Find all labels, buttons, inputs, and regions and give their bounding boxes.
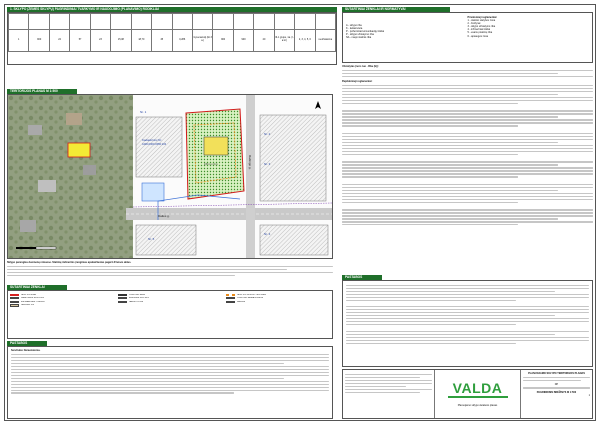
parameters-section: [7, 7, 337, 65]
list-item: P - sklypo užstatymo riba: [346, 33, 374, 37]
explication-header: SUTARTINIAI ŽENKLAI IR NORMATYVAI: [342, 7, 450, 12]
legend-label: SKLYPO RIBA: [21, 293, 37, 296]
site-plan-section: [7, 89, 333, 259]
company-block: [435, 370, 521, 418]
legend-swatch: [10, 294, 19, 296]
site-plan-frame: [7, 94, 333, 259]
col-header: [70, 14, 90, 30]
table-row: [9, 29, 336, 51]
legend-swatch: [10, 297, 19, 299]
project-title: PLANUOJAMO SKLYPO TERITORIJOS PLANAS: [528, 372, 585, 375]
legend-swatch: [226, 297, 235, 299]
col-header: [192, 14, 212, 30]
col-header: [9, 14, 29, 30]
legend-label: GRETIMAS SKLYPAS: [21, 297, 44, 300]
col-header: [254, 14, 274, 30]
legend-label: KELIAS: [237, 300, 246, 303]
street-name: Rabingo g.: [248, 155, 252, 170]
drawing-sheet: [4, 4, 596, 421]
explication-right-title: Privalomieji reglamentai:: [467, 16, 498, 19]
col-header: [295, 14, 315, 30]
list-item: 5 - esamų statinių riba: [467, 31, 493, 35]
col-header: [274, 14, 294, 30]
legend-header: SUTARTINIAI ŽENKLAI: [7, 285, 67, 290]
legend-swatch: [118, 294, 127, 296]
list-item: 4 - inžineriniai tinklai: [467, 28, 491, 32]
highlighted-plot: [68, 143, 90, 157]
list-item: 3 - sklypo užstatymo riba: [467, 25, 496, 29]
table-cell: 20: [254, 29, 274, 51]
legend-swatch: [226, 294, 235, 296]
plot-label: Nr. 5: [148, 237, 155, 241]
legend-item: [226, 300, 330, 304]
table-cell: 2, 3, 4, 5, 6: [295, 29, 315, 51]
site-plan-header: TERITORIJOS PLANAS M 1:500: [7, 89, 77, 94]
col-header: [152, 14, 172, 30]
table-cell: 900: [213, 29, 233, 51]
list-item: NA - naujo statinio riba: [346, 36, 372, 40]
col-header: [49, 14, 69, 30]
side-road: [246, 95, 255, 258]
explication-section: [342, 7, 593, 63]
col-header: [29, 14, 49, 30]
regulations-text: [342, 65, 593, 273]
parameters-header: 1. SKLYPO (ŽEMĖS SKLYPŲ) PAGRINDINIAI TVARKYMO IR NAUDOJIMO (PLANAVIMO) RODIKLIAI: [7, 7, 337, 12]
table-cell: 900: [29, 29, 49, 51]
table-cell: 900: [233, 29, 253, 51]
legend-item: [118, 300, 222, 304]
col-header: [213, 14, 233, 30]
building-dimension: 3,8 m x 3 m: [204, 163, 218, 166]
legend-item: [10, 304, 114, 308]
cadastral-number: 4400-0000-0050:103: [142, 143, 167, 146]
list-item: 6 - apsaugos zona: [467, 34, 489, 38]
legend-section: [7, 285, 333, 339]
explication-right-list: [468, 16, 590, 59]
legend-label: SERVITUTAS: [129, 300, 144, 303]
object-name: Planuojamo sklypo detalusis planas: [457, 403, 498, 407]
table-cell: 22: [49, 29, 69, 51]
building-footprint: [204, 137, 228, 155]
plot-label: Nr. 3: [264, 162, 271, 166]
table-cell: 18,70: [131, 29, 151, 51]
regulations-intro: Užstatytas (nors tuo - Rbu (b)):: [342, 65, 379, 68]
company-logo: VALDA: [452, 380, 503, 397]
notes-header: PASTABOS: [7, 341, 47, 346]
legend-label: INŽINERINIAI TINKLAI: [21, 300, 45, 303]
legend-label: ŠALIGATVIS: [21, 304, 35, 307]
notes-header-right: PASTABOS: [342, 275, 382, 280]
table-cell: neužstatoma: [315, 29, 335, 51]
table-cell: 0,286: [172, 29, 192, 51]
cadastral-label: Kadastrinis Nr.:: [142, 138, 163, 142]
list-item: 1 - statinio statybos zona: [467, 19, 496, 23]
title-block-left: [343, 370, 435, 418]
parameters-table: [8, 13, 336, 52]
legend-label: ŽALIASIS PLOTAS: [129, 297, 149, 300]
table-cell: 23: [90, 29, 110, 51]
col-header: [90, 14, 110, 30]
site-plan-notes: [7, 261, 333, 283]
table-cell: 57: [70, 29, 90, 51]
col-header: [233, 14, 253, 30]
plot-label: Nr. 4: [264, 232, 271, 236]
regulations-heading: Papildomieji reglamentai:: [342, 80, 373, 84]
title-block: [342, 369, 593, 419]
legend-label: STATINIO ŽEMĖS DALIS: [237, 297, 264, 300]
col-header: [131, 14, 151, 30]
table-cell: 45: [152, 29, 172, 51]
legend-swatch: [10, 304, 19, 306]
sheet-title: PAGRINDINIS BRĖŽINYS M 1:500: [536, 390, 577, 394]
plot-label: Nr. 2: [264, 132, 271, 136]
plot-label: Nr. 1: [140, 110, 147, 114]
explication-left-list: [346, 16, 468, 59]
legend-swatch: [118, 297, 127, 299]
list-item: K - kelias/vieta: [346, 27, 363, 31]
site-plan-note: Sklypo parengtas duomenų rėmuose. Statinių inžinerinis įrengimas apskaičiuotas pagal LR teisės aktus.: [7, 261, 132, 264]
stage-code: DP: [554, 382, 559, 386]
col-header: [172, 14, 192, 30]
table-header-row: [9, 14, 336, 30]
legend-swatch: [118, 301, 127, 303]
notes-section: [7, 341, 333, 419]
list-item: P - požeminiai komunikacijų tinklai: [346, 30, 385, 34]
list-item: A - sklypo riba: [346, 24, 362, 27]
list-item: 2 - želdynai: [467, 22, 481, 26]
notes-lead: Servitutai. Nenustatoma.: [11, 349, 41, 352]
table-cell: 1: [9, 29, 29, 51]
table-cell: Gyvenamoji (iki 3 a.): [192, 29, 212, 51]
street-name: Dailės g.: [158, 214, 170, 218]
additional-notes: [342, 275, 593, 367]
col-header: [111, 14, 131, 30]
table-cell: 15,08: [111, 29, 131, 51]
legend-swatch: [10, 301, 19, 303]
sheet-info: [521, 370, 592, 418]
legend-label: SKLYPO UŽSTATYMO RIBA: [237, 293, 267, 296]
legend-label: STATINIO RIBA: [129, 293, 146, 296]
legend-swatch: [226, 301, 235, 303]
sheet-number: 1: [588, 393, 590, 397]
site-plan-map: [8, 95, 332, 258]
table-cell: III-1 grupė, 1a. (I-a kl.): [274, 29, 294, 51]
col-header: [315, 14, 335, 30]
